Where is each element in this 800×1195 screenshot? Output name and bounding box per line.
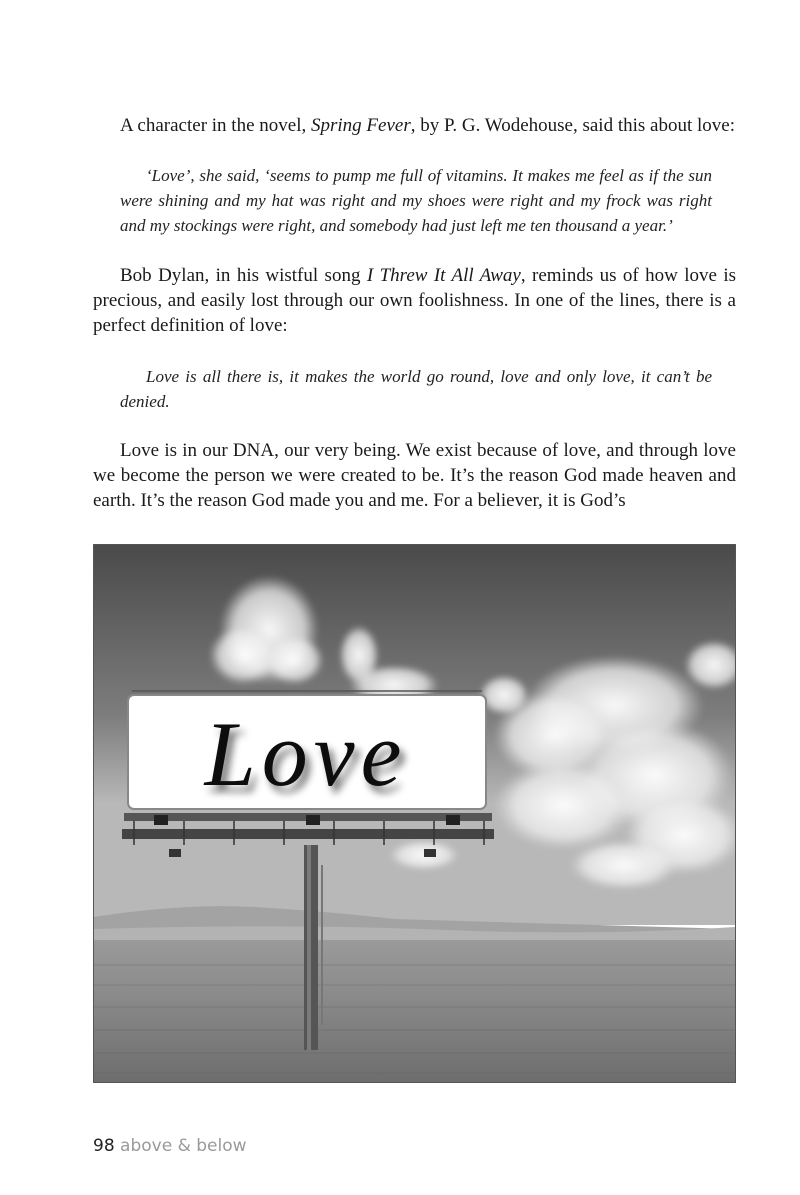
paragraph-text: A character in the novel, bbox=[120, 115, 311, 136]
paragraph-text: , reminds us of how love is precious, and easily lost through our own foolishness. In one of the lines, there is a perfect definition of love: bbox=[93, 265, 737, 336]
blockquote-wodehouse bbox=[120, 163, 712, 238]
grass-field bbox=[94, 940, 735, 1082]
running-title: above & below bbox=[120, 1136, 247, 1156]
paragraph-love-dna: Love is in our DNA, our very being. We exist because of love, and through love we become the person we were created to be. It’s the reason God made heaven and earth. It’s the reason God made you and me. For a believer, it is God’s bbox=[93, 440, 736, 511]
paragraph-text: , by P. G. Wodehouse, said this about love: bbox=[410, 115, 735, 136]
song-title: I Threw It All Away bbox=[366, 265, 521, 286]
blockquote-dylan bbox=[120, 364, 712, 414]
page-footer bbox=[93, 1134, 247, 1158]
page-number: 98 bbox=[93, 1136, 115, 1156]
paragraph-wodehouse-intro bbox=[93, 113, 736, 138]
billboard-photo bbox=[93, 544, 736, 1083]
paragraph-text: Bob Dylan, in his wistful song bbox=[120, 265, 367, 286]
book-title: Spring Fever bbox=[310, 115, 411, 136]
paragraph-dylan-intro bbox=[93, 263, 736, 338]
billboard-text: Love bbox=[204, 703, 408, 805]
quote-text: ‘Love’, she said, ‘seems to pump me full of vitamins. It makes me feel as if the sun were shining and my hat was right and my shoes were right and my frock was right and my stockings were right, and somebody had just left me ten thousand a year.’ bbox=[120, 166, 712, 235]
quote-text: Love is all there is, it makes the world go round, love and only love, it can’t be denied. bbox=[120, 367, 712, 411]
